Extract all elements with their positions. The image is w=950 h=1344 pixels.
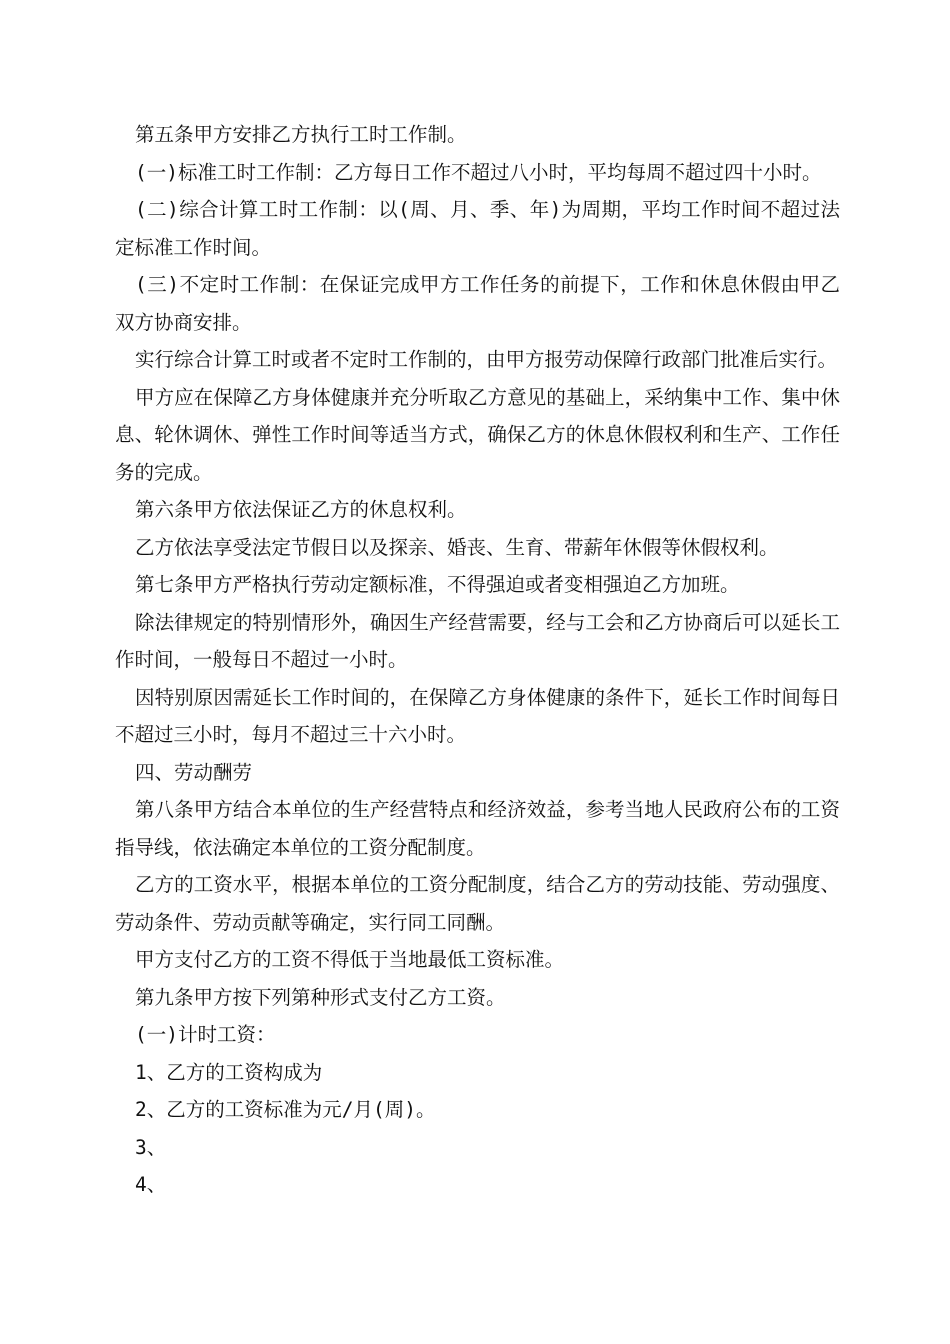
paragraph-time-wage: (一)计时工资： <box>135 1023 276 1046</box>
document-body <box>115 116 840 1204</box>
paragraph-approval: 实行综合计算工时或者不定时工作制的，由甲方报劳动保障行政部门批准后实行。 <box>135 348 838 371</box>
paragraph-flexible-hours: (三)不定时工作制：在保证完成甲方工作任务的前提下，工作和休息休假由甲乙双方协商安排。 <box>115 273 840 334</box>
paragraph-article-8: 第八条甲方结合本单位的生产经营特点和经济效益，参考当地人民政府公布的工资指导线，依法确定本单位的工资分配制度。 <box>115 798 840 859</box>
paragraph-standard-hours: (一)标准工时工作制：乙方每日工作不超过八小时，平均每周不超过四十小时。 <box>135 160 822 184</box>
list-item-2: 2、乙方的工资标准为元/月(周)。 <box>135 1098 436 1121</box>
paragraph-minimum-wage: 甲方支付乙方的工资不得低于当地最低工资标准。 <box>135 948 565 971</box>
paragraph-overtime-limit: 因特别原因需延长工作时间的，在保障乙方身体健康的条件下，延长工作时间每日不超过三小时，每月不超过三十六小时。 <box>115 685 840 746</box>
paragraph-holiday-rights: 乙方依法享受法定节假日以及探亲、婚丧、生育、带薪年休假等休假权利。 <box>135 535 779 559</box>
paragraph-article-7: 第七条甲方严格执行劳动定额标准，不得强迫或者变相强迫乙方加班。 <box>135 573 740 596</box>
list-item-1: 1、乙方的工资构成为 <box>135 1060 323 1084</box>
paragraph-article-6: 第六条甲方依法保证乙方的休息权利。 <box>135 498 467 521</box>
paragraph-article-9: 第九条甲方按下列第种形式支付乙方工资。 <box>135 985 506 1009</box>
paragraph-rest-arrangement: 甲方应在保障乙方身体健康并充分听取乙方意见的基础上，采纳集中工作、集中休息、轮休调休、弹性工作时间等适当方式，确保乙方的休息休假权利和生产、工作任务的完成。 <box>115 385 840 484</box>
paragraph-wage-level: 乙方的工资水平，根据本单位的工资分配制度，结合乙方的劳动技能、劳动强度、劳动条件、劳动贡献等确定，实行同工同酬。 <box>115 873 840 934</box>
section-heading-remuneration: 四、劳动酬劳 <box>135 760 253 784</box>
paragraph-article-5: 第五条甲方安排乙方执行工时工作制。 <box>135 123 467 146</box>
list-item-4: 4、 <box>135 1173 167 1196</box>
list-item-3: 3、 <box>135 1135 167 1159</box>
paragraph-comprehensive-hours: (二)综合计算工时工作制：以(周、月、季、年)为周期，平均工作时间不超过法定标准工作时间。 <box>115 198 840 259</box>
paragraph-overtime-extension: 除法律规定的特别情形外，确因生产经营需要，经与工会和乙方协商后可以延长工作时间，一般每日不超过一小时。 <box>115 610 840 671</box>
